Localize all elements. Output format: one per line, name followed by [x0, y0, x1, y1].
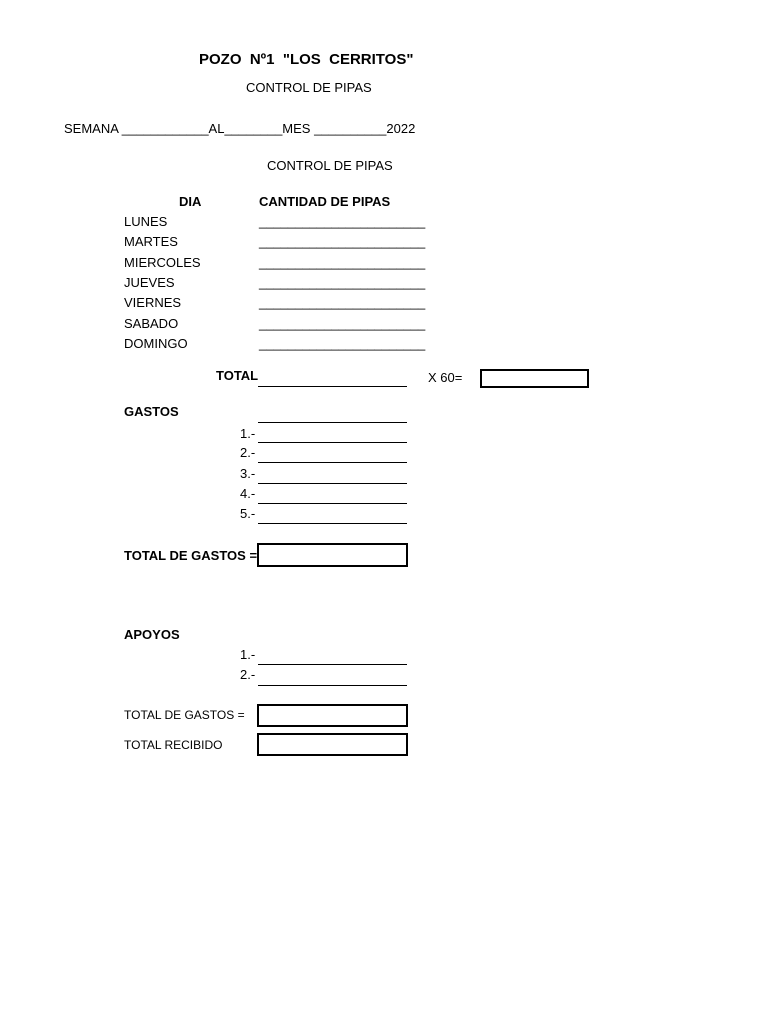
- gastos-line-1[interactable]: [258, 442, 407, 443]
- total-gastos-label: TOTAL DE GASTOS =: [124, 548, 258, 563]
- apoyos-line-1[interactable]: [258, 664, 407, 665]
- page-title: POZO Nº1 "LOS CERRITOS": [199, 51, 414, 68]
- total-amount-box[interactable]: [480, 369, 589, 388]
- gastos-item-number: 4.-: [240, 486, 256, 501]
- gastos-line-3[interactable]: [258, 483, 407, 484]
- apoyos-total-gastos-box[interactable]: [257, 704, 408, 727]
- gastos-line-4[interactable]: [258, 503, 407, 504]
- quantity-blank-lunes[interactable]: _______________________: [259, 214, 426, 229]
- quantity-blank-sabado[interactable]: _______________________: [259, 316, 426, 331]
- gastos-line-5[interactable]: [258, 523, 407, 524]
- apoyos-label: APOYOS: [124, 627, 180, 642]
- page-subtitle: CONTROL DE PIPAS: [246, 80, 372, 95]
- gastos-item-number: 5.-: [240, 506, 256, 521]
- total-label: TOTAL: [216, 368, 259, 383]
- day-column-header: DIA: [179, 194, 202, 209]
- day-label-lunes: LUNES: [124, 214, 168, 229]
- total-line[interactable]: [258, 386, 407, 387]
- gastos-label: GASTOS: [124, 404, 179, 419]
- gastos-line-header[interactable]: [258, 422, 407, 423]
- quantity-column-header: CANTIDAD DE PIPAS: [259, 194, 391, 209]
- apoyos-total-gastos-label: TOTAL DE GASTOS =: [124, 708, 245, 722]
- gastos-item-number: 2.-: [240, 445, 256, 460]
- day-label-miercoles: MIERCOLES: [124, 255, 201, 270]
- quantity-blank-martes[interactable]: _______________________: [259, 234, 426, 249]
- day-label-martes: MARTES: [124, 234, 178, 249]
- day-label-domingo: DOMINGO: [124, 336, 188, 351]
- day-label-sabado: SABADO: [124, 316, 179, 331]
- day-label-viernes: VIERNES: [124, 295, 182, 310]
- section-title: CONTROL DE PIPAS: [267, 158, 393, 173]
- apoyos-line-2[interactable]: [258, 685, 407, 686]
- gastos-item-number: 3.-: [240, 466, 256, 481]
- gastos-item-number: 1.-: [240, 426, 256, 441]
- quantity-blank-viernes[interactable]: _______________________: [259, 295, 426, 310]
- total-recibido-box[interactable]: [257, 733, 408, 756]
- total-recibido-label: TOTAL RECIBIDO: [124, 738, 223, 752]
- week-line: SEMANA ____________AL________MES __________2022: [64, 121, 416, 136]
- quantity-blank-miercoles[interactable]: _______________________: [259, 255, 426, 270]
- quantity-blank-domingo[interactable]: _______________________: [259, 336, 426, 351]
- gastos-line-2[interactable]: [258, 462, 407, 463]
- apoyos-item-number: 1.-: [240, 647, 256, 662]
- total-gastos-box[interactable]: [257, 543, 408, 567]
- apoyos-item-number: 2.-: [240, 667, 256, 682]
- multiplier-label: X 60=: [428, 370, 463, 385]
- day-label-jueves: JUEVES: [124, 275, 175, 290]
- quantity-blank-jueves[interactable]: _______________________: [259, 275, 426, 290]
